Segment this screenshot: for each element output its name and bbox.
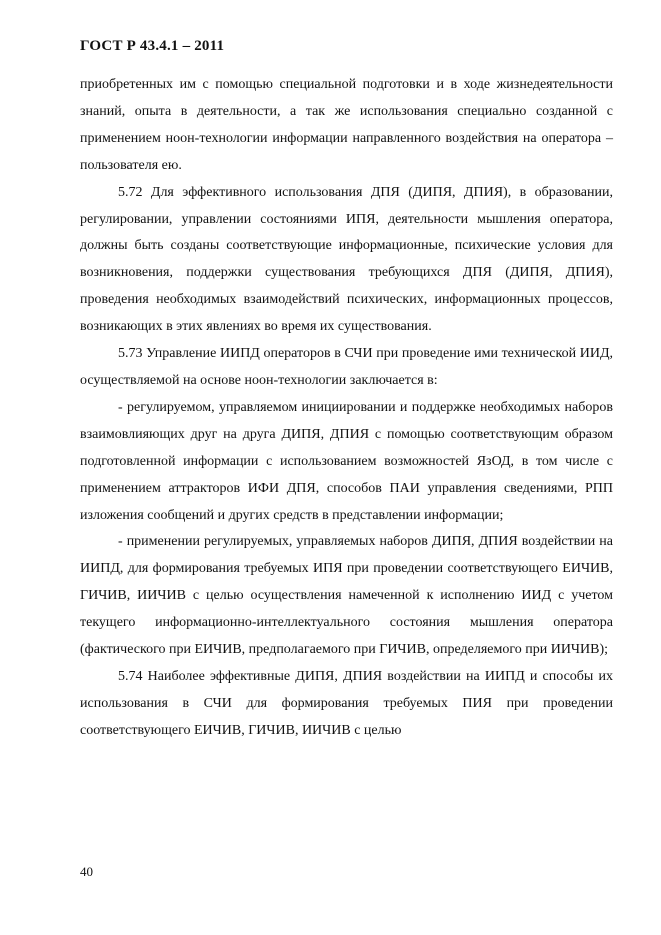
paragraph-5-74: 5.74 Наиболее эффективные ДИПЯ, ДПИЯ воздействии на ИИПД и способы их использования в СЧИ для формирования требуемых ПИЯ при проведении соответствующего ЕИЧИВ, ГИЧИВ, ИИЧИВ с целью <box>80 668 613 738</box>
paragraph-continuation: приобретенных им с помощью специальной подготовки и в ходе жизнедеятельности знаний, опыта в деятельности, а так же использования специально созданной с применением ноон-технологии информации направленного воздействия на оператора – пользователя ею. <box>80 77 613 173</box>
list-item-regulated-initiation: - регулируемом, управляемом инициировании и поддержке необходимых наборов взаимовлияющих друг на друга ДИПЯ, ДПИЯ с помощью соответствующим образом подготовленной информации с использованием возможностей ЯзОД, в том числе с применением аттракторов ИФИ ДПЯ, способов ПАИ управления сведениями, РПП изложения сообщений и других средств в представлении информации; <box>80 399 613 523</box>
page-number: 40 <box>80 864 93 879</box>
document-header: ГОСТ Р 43.4.1 – 2011 <box>80 38 225 54</box>
paragraph-5-73: 5.73 Управление ИИПД операторов в СЧИ при проведение ими технической ИИД, осуществляемой на основе ноон-технологии заключается в: <box>80 346 613 388</box>
paragraph-5-72: 5.72 Для эффективного использования ДПЯ (ДИПЯ, ДПИЯ), в образовании, регулировании, управлении состояниями ИПЯ, деятельности мышления оператора, должны быть созданы соответствующие информационные, психические условия для возникновения, поддержки существования требующихся ДПЯ (ДИПЯ, ДПИЯ), проведения необходимых взаимодействий психических, информационных процессов, возникающих в этих явлениях во время их существования. <box>80 184 613 335</box>
list-item-application: - применении регулируемых, управляемых наборов ДИПЯ, ДПИЯ воздействии на ИИПД, для формирования требуемых ИПЯ при проведении соответствующего ЕИЧИВ, ГИЧИВ, ИИЧИВ с целью осуществления намеченной к исполнению ИИД с учетом текущего информационно-интеллектуального состояния мышления оператора (фактического при ЕИЧИВ, предполагаемого при ГИЧИВ, определяемого при ИИЧИВ); <box>80 534 613 658</box>
document-body <box>80 72 613 745</box>
